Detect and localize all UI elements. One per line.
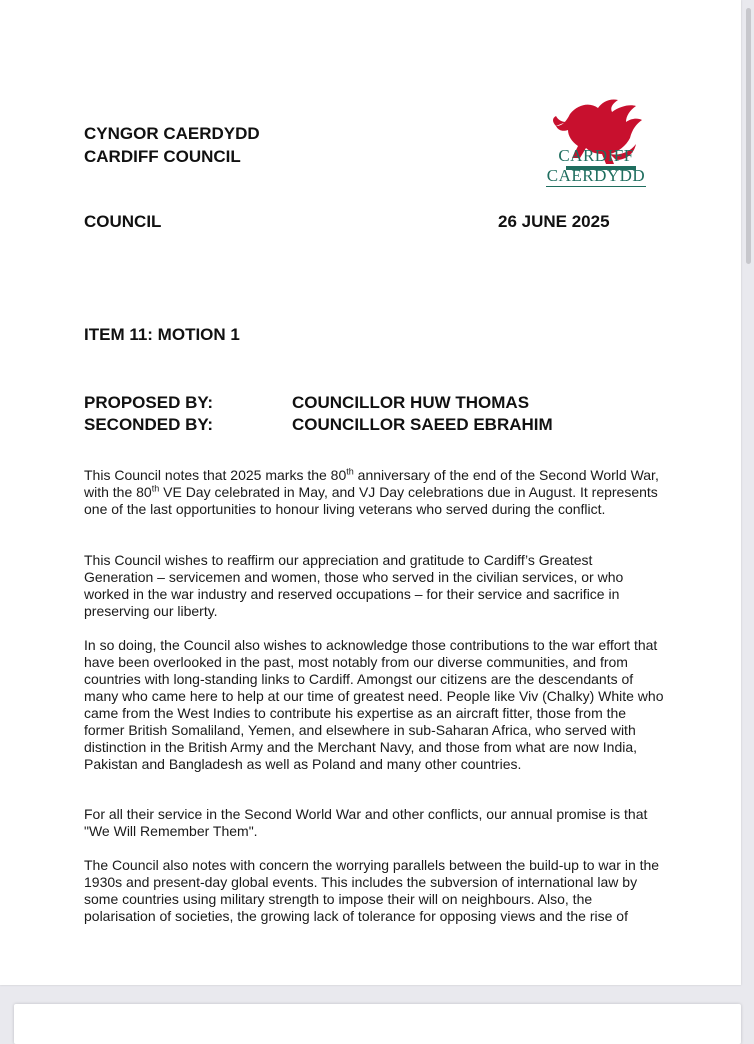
scrollbar[interactable] [746, 8, 751, 264]
logo-text-caerdydd: CAERDYDD [546, 166, 646, 185]
seconded-by-label: SECONDED BY: [84, 415, 214, 434]
paragraph-1: This Council notes that 2025 marks the 80th anniversary of the end of the Second World War, with the 80th VE Day celebrated in May, and VJ Day celebrations due in August. It represents one of the last opportunities to honour living veterans who served during the conflict. [84, 466, 659, 517]
org-name-english: CARDIFF COUNCIL [84, 147, 241, 166]
item-heading: ITEM 11: MOTION 1 [84, 325, 240, 344]
logo-text-cardiff: CARDIFF [558, 146, 634, 165]
paragraph-2: This Council wishes to reaffirm our appreciation and gratitude to Cardiff’s Greatest Generation – servicemen and women, those who served in the civilian services, or who worked in the war industry and reserved occupations – for their service and sacrifice in preserving our liberty. [84, 552, 624, 619]
logo-underline [546, 186, 646, 187]
paragraph-5: The Council also notes with concern the worrying parallels between the build-up to war in the 1930s and present-day global events. This includes the subversion of international law by some countries using military strength to impose their will on neighbours. Also, the polarisation of societies, the growing lack of tolerance for opposing views and the rise of [84, 857, 660, 924]
paragraph-4: For all their service in the Second World War and other conflicts, our annual promise is that "We Will Remember Them". [84, 806, 648, 839]
meeting-name: COUNCIL [84, 212, 162, 231]
org-name-welsh: CYNGOR CAERDYDD [84, 124, 260, 143]
paragraph-3: In so doing, the Council also wishes to acknowledge those contributions to the war effort that have been overlooked in the past, most notably from our diverse communities, and from countries with long-standing links to Cardiff. Amongst our citizens are the descendants of many who came here to help at our time of greatest need. People like Viv (Chalky) White who came from the West Indies to contribute his expertise as an aircraft fitter, those from the former British Somaliland, Yemen, and elsewhere in sub-Saharan Africa, who served with distinction in the British Army and the Merchant Navy, and those from what are now India, Pakistan and Bangladesh as well as Poland and many other countries. [84, 637, 664, 772]
seconded-by-name: COUNCILLOR SAEED EBRAHIM [292, 415, 553, 434]
meeting-date: 26 JUNE 2025 [498, 212, 610, 231]
proposed-by-label: PROPOSED BY: [84, 393, 214, 412]
next-page-edge [14, 1004, 741, 1044]
proposed-by-name: COUNCILLOR HUW THOMAS [292, 393, 530, 412]
